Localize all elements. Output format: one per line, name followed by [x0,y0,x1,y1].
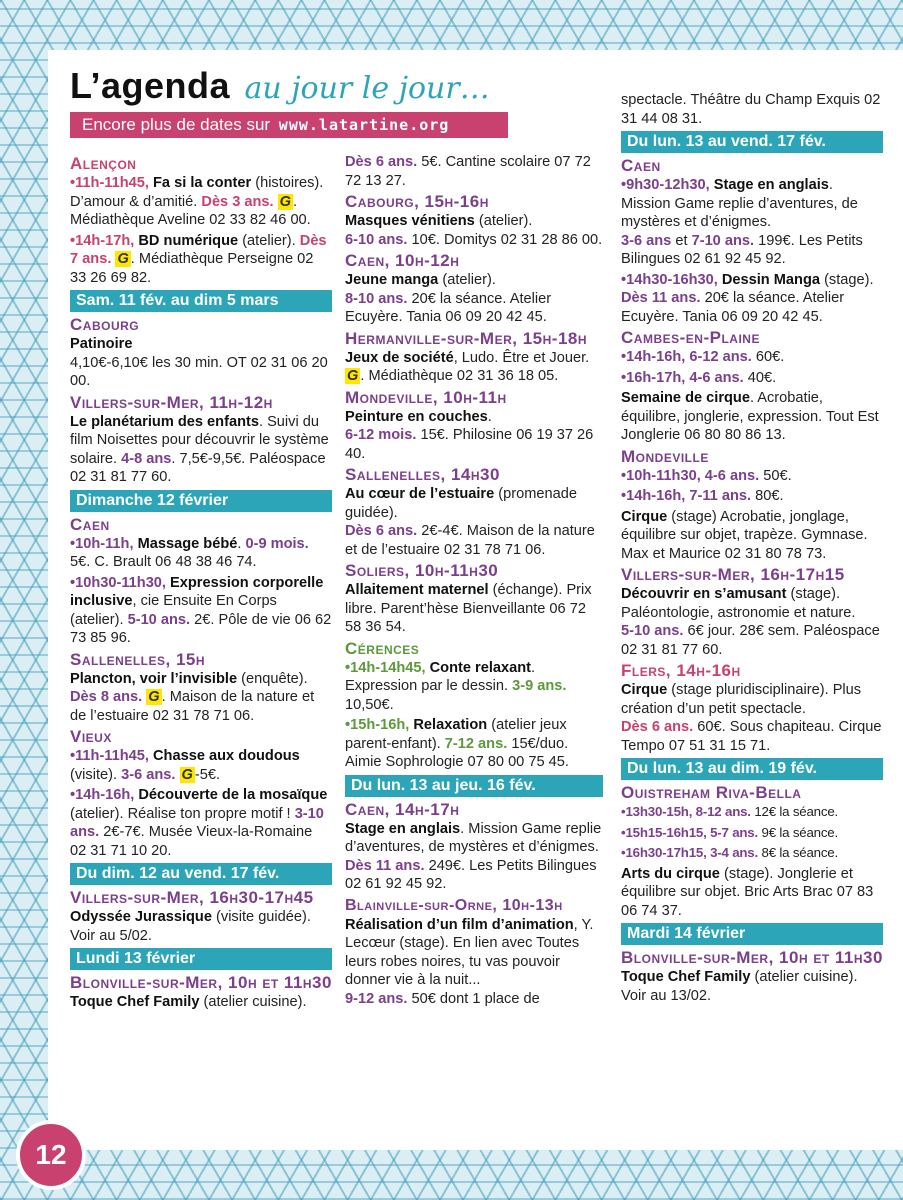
title-script: au jour le jour… [244,71,490,106]
event-entry: •9h30-12h30, Stage en anglais. Mission Game replie d’aventures, de mystères et d’énigmes. 3-6 ans et 7-10 ans. 199€. Les Petits Bilingues 02 61 92 45 92. [621,177,863,267]
event-entry: •11h-11h45, Fa si la conter (histoires). D’amour & d’amitié. Dès 3 ans. G . Médiathèque Aveline 02 33 82 46 00. [70,175,324,228]
event-entry: •15h15-16h15, 5-7 ans. 9€ la séance. [621,824,838,840]
free-badge: G [347,368,359,384]
free-badge: G [279,193,292,210]
event-entry: Le planétarium des enfants. Suivi du film Noisettes pour découvrir le système solaire. 4-8 ans. 7,5€-9,5€. Paléospace 02 31 81 77 60. [70,413,329,485]
event-entry: •13h30-15h, 8-12 ans. 12€ la séance. [621,804,839,819]
event-entry: Découvrir en s’amusant (stage). Paléontologie, astronomie et nature. 5-10 ans. 6€ jour. 28€ sem. Paléospace 02 31 81 77 60. [621,586,880,658]
event-entry: •14h-14h45, Conte relaxant. Expression par le dessin. 3-9 ans. 10,50€. [345,659,567,713]
city-heading: Cambes-en-Plaine [621,328,760,347]
event-entry: •14h-17h, BD numérique (atelier). Dès 7 ans. G . Médiathèque Perseigne 02 33 26 69 82. [70,232,327,286]
date-bar: Dimanche 12 février [70,490,332,512]
event-entry: Arts du cirque (stage). Jonglerie et équilibre sur objet. Bric Arts Brac 07 83 06 74 37. [621,865,874,919]
city-heading: Blonville-sur-Mer, 10h et 11h30 [621,948,883,967]
city-heading: Blainville-sur-Orne, 10h-13h [345,896,563,914]
event-entry: Allaitement maternel (échange). Prix libre. Parent’hèse Bienveillante 06 72 58 36 54. [345,582,592,635]
date-bar: Du lun. 13 au dim. 19 fév. [621,758,883,780]
event-entry: •10h30-11h30, Expression corporelle inclusive, cie Ensuite En Corps (atelier). 5-10 ans. 2€. Pôle de vie 06 62 73 85 96. [70,574,332,646]
page-title [70,65,490,107]
event-entry: Plancton, voir l’invisible (enquête). Dès 8 ans. G . Maison de la nature et de l’estuaire 02 31 78 71 06. [70,670,315,724]
date-bar: Lundi 13 février [70,948,332,970]
free-badge: G [148,689,160,705]
city-heading: Hermanville-sur-Mer, 15h-18h [345,328,588,348]
event-entry: Réalisation d’un film d’animation, Y. Lecœur (stage). En lien avec Toutes leurs robes noires, tu vas pouvoir donner vie à la nuit... 9-12 ans. 50€ dont 1 place de [345,916,594,1007]
date-bar: Du dim. 12 au vend. 17 fév. [70,863,332,885]
column-1 [70,152,332,1014]
event-entry: •16h30-17h15, 3-4 ans. 8€ la séance. [621,845,838,860]
event-entry: Masques vénitiens (atelier). 6-10 ans. 10€. Domitys 02 31 28 86 00. [345,213,603,248]
event-entry: •14h30-16h30, Dessin Manga (stage). Dès 11 ans. 20€ la séance. Atelier Ecuyère. Tania 06 09 20 42 45. [621,271,874,325]
city-heading: Cérences [345,638,420,658]
event-entry: Peinture en couches. 6-12 mois. 15€. Philosine 06 19 37 26 40. [345,408,594,462]
city-heading: Flers, 14h-16h [621,661,741,680]
event-entry: Odyssée Jurassique (visite guidée). Voir au 5/02. [70,909,311,944]
column-3 [621,90,883,1007]
city-heading: Alençon [70,154,137,173]
date-bar: Du lun. 13 au vend. 17 fév. [621,131,883,153]
date-bar: Du lun. 13 au jeu. 16 fév. [345,775,603,797]
event-entry: •15h-16h, Relaxation (atelier jeux parent-enfant). 7-12 ans. 15€/duo. Aimie Sophrologie 07 80 00 75 45. [345,717,569,770]
event-entry: Jeune manga (atelier). 8-10 ans. 20€ la séance. Atelier Ecuyère. Tania 06 09 20 42 45. [345,272,552,325]
event-entry: •11h-11h45, Chasse aux doudous (visite). 3-6 ans. G -5€. [70,748,300,783]
event-entry: Cirque (stage) Acrobatie, jonglage, équilibre sur objet, trapèze. Gymnase. Max et Maurice 02 31 80 78 73. [621,508,868,562]
event-entry: spectacle. Théâtre du Champ Exquis 02 31 44 08 31. [621,92,881,127]
city-heading: Caen [621,156,661,175]
event-entry: •10h-11h30, 4-6 ans. 50€. [621,467,792,484]
date-bar: Sam. 11 fév. au dim 5 mars [70,290,332,312]
date-bar: Mardi 14 février [621,923,883,945]
promo-text: Encore plus de dates sur [82,115,271,134]
promo-banner [70,112,508,138]
event-entry: Jeux de société, Ludo. Être et Jouer. G . Médiathèque 02 31 36 18 05. [345,349,590,384]
event-entry: •14h-16h, 7-11 ans. 80€. [621,488,784,504]
page-number: 12 [16,1120,86,1190]
event-entry: Au cœur de l’estuaire (promenade guidée). Dès 6 ans. 2€-4€. Maison de la nature et de l’estuaire 02 31 78 71 06. [345,486,595,558]
city-heading: Cabourg, 15h-16h [345,192,489,211]
city-heading: Sallenelles, 14h30 [345,465,500,484]
city-heading: Sallenelles, 15h [70,649,206,669]
city-heading: Caen, 14h-17h [345,799,460,819]
event-entry: Stage en anglais. Mission Game replie d’aventures, de mystères et d’énigmes. Dès 11 ans. 249€. Les Petits Bilingues 02 61 92 45 92. [345,820,602,892]
event-entry: •14h-16h, Découverte de la mosaïque (atelier). Réalise ton propre motif ! 3-10 ans. 2€-7€. Musée Vieux-la-Romaine 02 31 71 10 20. [70,787,328,859]
event-entry: Semaine de cirque. Acrobatie, équilibre, jonglerie, expression. Tout Est Jonglerie 06 80 80 86 13. [621,390,879,443]
event-entry: •10h-11h, Massage bébé. 0-9 mois. 5€. C. Brault 06 48 38 46 74. [70,535,309,570]
column-2 [345,152,603,1010]
city-heading: Caen, 10h-12h [345,251,460,270]
city-heading: Caen [70,514,110,534]
promo-link[interactable]: www.latartine.org [278,116,450,134]
city-heading: Villers-sur-Mer, 11h-12h [70,392,273,412]
city-heading: Ouistreham Riva-Bella [621,783,802,802]
event-entry: Patinoire 4,10€-6,10€ les 30 min. OT 02 31 06 20 00. [70,336,328,389]
event-entry: Cirque (stage pluridisciplinaire). Plus création d’un petit spectacle. Dès 6 ans. 60€. Sous chapiteau. Cirque Tempo 07 51 31 15 71. [621,682,882,754]
event-entry: Toque Chef Family (atelier cuisine). Voir au 13/02. [621,969,858,1004]
title-main: L’agenda [70,65,231,106]
city-heading: Mondeville [621,446,709,466]
event-entry: Dès 6 ans. 5€. Cantine scolaire 07 72 72 13 27. [345,154,591,189]
city-heading: Villers-sur-Mer, 16h30-17h45 [70,888,314,907]
free-badge: G [117,251,129,267]
event-entry: Toque Chef Family (atelier cuisine). [70,994,307,1010]
free-badge: G [181,766,193,783]
event-entry: •16h-17h, 4-6 ans. 40€. [621,369,777,386]
city-heading: Vieux [70,727,112,746]
city-heading: Soliers, 10h-11h30 [345,561,499,580]
event-entry: •14h-16h, 6-12 ans. 60€. [621,349,785,365]
city-heading: Villers-sur-Mer, 16h-17h15 [621,565,845,584]
city-heading: Mondeville, 10h-11h [345,387,507,407]
city-heading: Cabourg [70,315,140,334]
city-heading: Blonville-sur-Mer, 10h et 11h30 [70,973,332,992]
